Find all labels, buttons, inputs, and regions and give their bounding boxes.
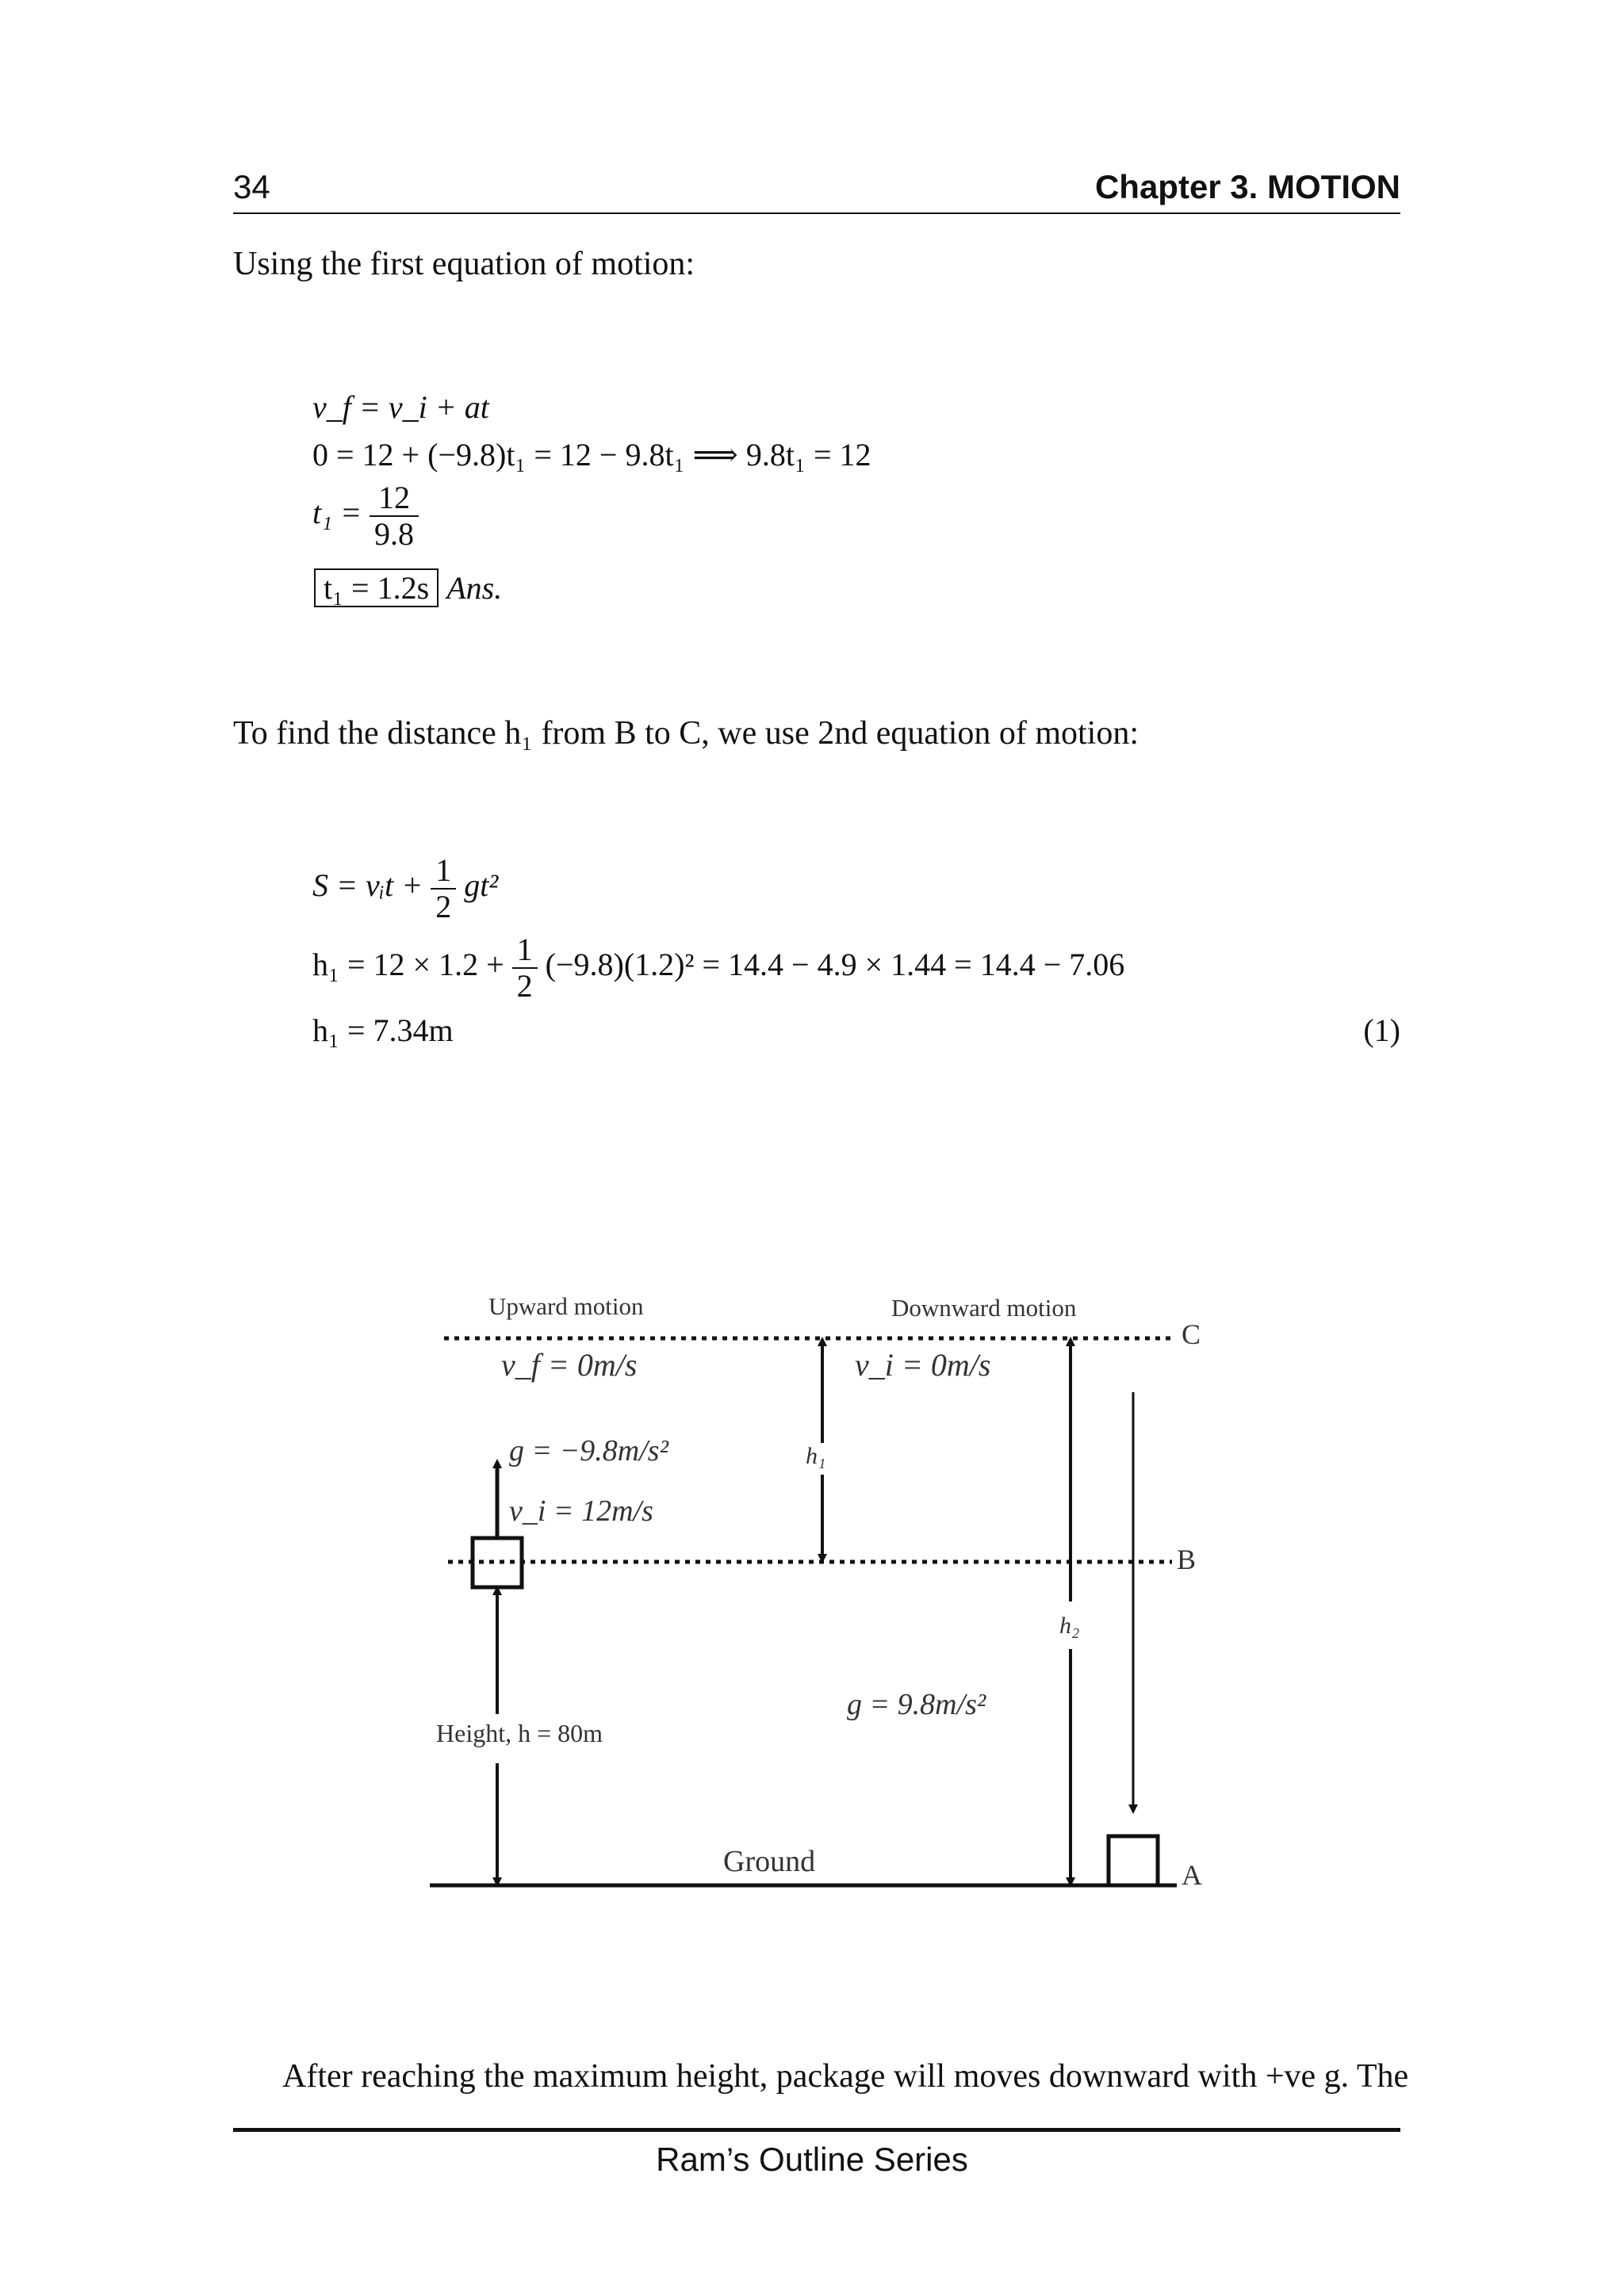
ground-label: Ground [723, 1845, 816, 1878]
footer-rule [233, 2128, 1400, 2132]
upward-motion-label: Upward motion [488, 1292, 644, 1320]
eq2-half2-den: 2 [516, 968, 533, 1004]
point-b-label: B [1177, 1544, 1197, 1575]
eq2-h1-lhs: h₁ = 12 × 1.2 + [312, 947, 504, 983]
package-box-a [1109, 1836, 1158, 1885]
eq2-s-lhs: S = vᵢt + [312, 867, 423, 904]
downward-motion-label: Downward motion [891, 1294, 1077, 1322]
h1-label: h₁ [806, 1443, 826, 1469]
h2-label: h₂ [1059, 1613, 1080, 1639]
eq1-line2: 0 = 12 + (−9.8)t₁ = 12 − 9.8t₁ ⟹ 9.8t₁ = 12 [312, 437, 871, 473]
point-c-label: C [1182, 1318, 1201, 1350]
eq1-frac-den: 9.8 [374, 516, 415, 552]
point-a-label: A [1182, 1859, 1202, 1891]
text3: After reaching the maximum height, package will moves downward with +ve g. The [282, 2058, 1409, 2095]
height-label: Height, h = 80m [436, 1719, 603, 1747]
eq2-half2-num: 1 [512, 932, 538, 969]
eq2-h1-rhs: (−9.8)(1.2)² = 14.4 − 4.9 × 1.44 = 14.4 − 7.06 [545, 947, 1125, 983]
text2: To find the distance h₁ from B to C, we use 2nd equation of motion: [233, 715, 1139, 752]
vi-12-label: v_i = 12m/s [509, 1494, 653, 1528]
eq2-half-den: 2 [435, 889, 452, 924]
answer-suffix: Ans. [446, 570, 503, 606]
eq1-t1-lhs: t₁ = [312, 495, 362, 531]
vi-top-label: v_i = 0m/s [855, 1347, 991, 1383]
eq2-s-rhs: gt² [464, 867, 499, 904]
footer-series: Ram’s Outline Series [656, 2141, 968, 2178]
answer-box: t₁ = 1.2s [314, 568, 439, 607]
page-number: 34 [233, 168, 270, 205]
g-positive-label: g = 9.8m/s² [847, 1688, 986, 1721]
intro-text: Using the first equation of motion: [233, 246, 695, 282]
eq2-line3: h₁ = 7.34m [312, 1012, 454, 1048]
eq1-line1: v_f = v_i + at [312, 389, 489, 425]
eq2-half-num: 1 [431, 853, 456, 890]
equation-number: (1) [1363, 1012, 1400, 1048]
eq1-frac-num: 12 [370, 480, 419, 517]
g-negative-label: g = −9.8m/s² [509, 1434, 668, 1468]
vf-label: v_f = 0m/s [501, 1347, 638, 1383]
chapter-title: Chapter 3. MOTION [1094, 168, 1400, 205]
